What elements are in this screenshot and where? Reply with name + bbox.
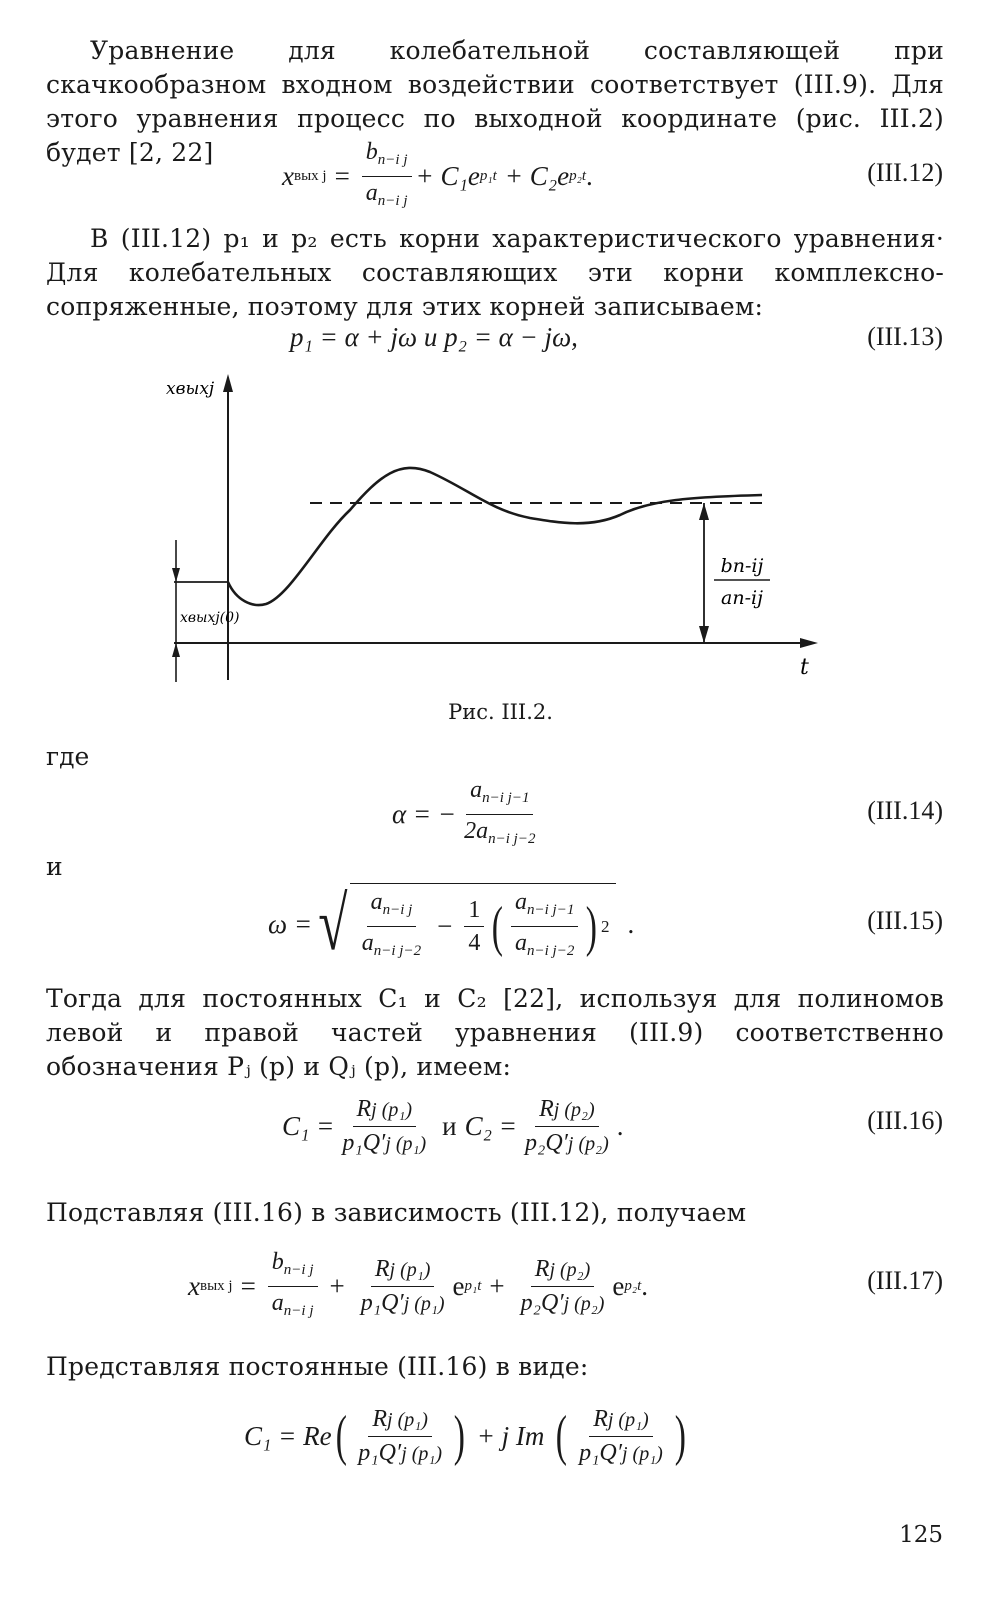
eq15-period: .	[627, 908, 635, 939]
eq15-num1-sub: n−i j	[382, 902, 413, 918]
equation-III-17	[0, 1248, 1001, 1324]
equation-III-16	[0, 1088, 1001, 1164]
right-paren: )	[674, 1405, 686, 1467]
eq17-num: b	[271, 1248, 284, 1275]
eq17-n2-rest: j (p₂)	[549, 1258, 591, 1281]
equation-number: (III.17)	[867, 1266, 943, 1295]
eq16-d1: p₁Q′	[342, 1129, 386, 1156]
eq12-den-sub: n−i j	[377, 192, 408, 209]
initial-dim-arrow-top	[172, 568, 180, 582]
left-paren: (	[556, 1405, 568, 1467]
y-axis-label: xвыхj	[166, 379, 215, 399]
eq16-n1-rest: j (p₁)	[371, 1098, 413, 1121]
equation-III-12	[0, 140, 1001, 212]
eq15-den1-sub: n−i j−2	[373, 943, 422, 959]
eq12-period: .	[586, 160, 593, 191]
eq12-lhs-sub: вых j	[293, 167, 327, 184]
y-axis-arrow	[223, 374, 233, 392]
eq17-e2-exp: p₂t	[624, 1277, 642, 1294]
eq17-plus1: +	[329, 1270, 345, 1301]
eq12-term2: + C₂e	[504, 160, 570, 191]
eq14-num-sub: n−i j−1	[482, 789, 530, 806]
x-axis-label: t	[800, 655, 809, 680]
eq17-d1: p₁Q′	[360, 1289, 404, 1316]
eq12-term1: + C₁e	[415, 160, 480, 191]
eq16-fraction-2	[521, 1095, 613, 1158]
eq12-term1-exp: p₁t	[479, 167, 497, 184]
eq14-den-sub: n−i j−2	[488, 830, 536, 847]
eq17-n1-rest: j (p₁)	[389, 1258, 431, 1281]
eq18-d2-rest: j (p₁)	[622, 1442, 663, 1465]
eq15-num2: a	[515, 889, 527, 915]
eq17-n1: R	[374, 1255, 390, 1282]
eq14-den: 2a	[464, 817, 489, 844]
eq17-period: .	[641, 1270, 649, 1301]
eq12-lhs: x	[282, 160, 294, 191]
eq15-quarter	[464, 896, 484, 957]
eq12-num: b	[365, 138, 378, 165]
paragraph-roots: В (III.12) p₁ и p₂ есть корни характеристического уравнения· Для колебательных составляющих эти корни комплексно-сопряженные, поэтому для этих корней записываем:	[46, 224, 944, 321]
left-paren: (	[492, 895, 504, 958]
eq16-d1-rest: j (p₁)	[385, 1132, 427, 1155]
eq12-term2-exp: p₂t	[569, 167, 587, 184]
steady-value-numerator: bn-ij	[720, 555, 764, 577]
equation-number: (III.13)	[867, 322, 943, 351]
figure-transient-response	[0, 360, 1001, 700]
eq18-n2: R	[593, 1405, 608, 1432]
eq17-e1-exp: p₁t	[464, 1277, 482, 1294]
eq15-den2-sub: n−i j−2	[527, 943, 575, 959]
eq17-fraction-1	[357, 1255, 449, 1318]
eq16-c1: C₁ =	[282, 1110, 335, 1141]
equation-III-14	[0, 776, 1001, 848]
eq18-d2: p₁Q′	[579, 1439, 622, 1466]
equation-number: (III.15)	[867, 906, 943, 935]
eq17-fraction-2	[517, 1255, 609, 1318]
eq14-fraction	[460, 776, 539, 853]
sqrt-symbol: √	[318, 882, 348, 966]
paragraph-intro: Уравнение для колебательной составляющей при скачкообразном входном воздействии соответствует (III.9). Для этого уравнения процесс по выходной координате (рис. III.2) будет [2, 22]	[46, 36, 944, 167]
page-number: 125	[899, 1522, 943, 1548]
eq18-lhs: C₁ = Re	[244, 1420, 332, 1451]
x-axis-arrow	[800, 638, 818, 648]
eq17-d2-rest: j (p₂)	[563, 1292, 605, 1315]
initial-dim-arrow-bottom	[172, 643, 180, 657]
eq17-equals: =	[240, 1270, 256, 1301]
equation-c1-complex	[0, 1396, 1001, 1476]
eq12-equals: =	[334, 160, 350, 191]
word-and: и	[46, 852, 63, 881]
eq18-fraction-1	[354, 1405, 446, 1468]
eq17-e2: e	[612, 1270, 625, 1301]
right-paren: )	[453, 1405, 465, 1467]
equation-number: (III.14)	[867, 796, 943, 825]
equation-number: (III.16)	[867, 1106, 943, 1135]
eq12-num-sub: n−i j	[377, 151, 408, 168]
eq18-d1-rest: j (p₁)	[401, 1442, 443, 1465]
eq16-d2-rest: j (p₂)	[567, 1132, 609, 1155]
eq15-den2: a	[515, 930, 527, 956]
eq18-n1-rest: j (p₁)	[387, 1408, 428, 1431]
eq15-den1: a	[361, 930, 374, 956]
eq16-n2-rest: j (p₂)	[553, 1098, 595, 1121]
eq16-d2: p₂Q′	[524, 1129, 568, 1156]
word-where: где	[46, 742, 90, 771]
eq15-quarter-num: 1	[464, 896, 484, 927]
eq18-d1: p₁Q′	[358, 1439, 402, 1466]
response-curve	[228, 468, 762, 605]
right-paren: )	[586, 895, 598, 958]
eq12-fraction	[362, 138, 412, 215]
eq17-fraction-0	[268, 1248, 318, 1325]
equation-number: (III.12)	[867, 158, 943, 187]
eq15-num2-sub: n−i j−1	[527, 902, 575, 918]
eq14-lhs: α = −	[392, 798, 457, 829]
eq17-d2: p₂Q′	[520, 1289, 564, 1316]
eq15-minus: −	[437, 911, 453, 941]
eq15-fraction-2	[511, 888, 578, 965]
eq18-mid: + j Im	[476, 1420, 545, 1451]
eq14-num: a	[470, 776, 483, 803]
eq17-lhs-sub: вых j	[199, 1277, 233, 1294]
eq17-plus2: +	[489, 1270, 505, 1301]
eq17-n2: R	[534, 1255, 550, 1282]
eq18-fraction-2	[575, 1405, 667, 1468]
figure-caption: Рис. III.2.	[448, 700, 553, 724]
eq15-quarter-den: 4	[468, 930, 481, 956]
eq16-fraction-1	[338, 1095, 430, 1158]
eq15-lhs: ω =	[268, 908, 313, 939]
equation-III-15	[0, 884, 1001, 964]
left-paren: (	[335, 1405, 347, 1467]
paragraph-constants: Тогда для постоянных C₁ и C₂ [22], используя для полиномов левой и правой частей уравнения (III.9) соответственно обозначения Pⱼ (p) и Qⱼ (p), имеем:	[46, 984, 944, 1081]
eq15-power: 2	[601, 916, 610, 936]
eq15-radicand	[350, 883, 616, 965]
eq16-and: и	[442, 1110, 457, 1141]
eq13-expression: p₁ = α + jω и p₂ = α − jω,	[290, 322, 578, 352]
eq16-n2: R	[539, 1095, 554, 1122]
eq17-lhs: x	[188, 1270, 200, 1301]
steady-dim-arrow-bottom	[699, 626, 709, 643]
eq12-den: a	[365, 179, 378, 206]
paragraph-substitute: Подставляя (III.16) в зависимость (III.12), получаем	[46, 1198, 747, 1227]
eq17-den: a	[271, 1289, 284, 1316]
equation-III-13	[0, 322, 1001, 358]
eq15-fraction-1	[358, 888, 425, 965]
eq15-num1: a	[370, 889, 383, 915]
eq16-period: .	[616, 1110, 624, 1141]
eq17-num-sub: n−i j	[283, 1261, 314, 1278]
initial-value-label: xвыхj(0)	[180, 610, 240, 626]
eq18-n2-rest: j (p₁)	[607, 1408, 649, 1431]
steady-dim-arrow-top	[699, 503, 709, 520]
eq18-n1: R	[372, 1405, 388, 1432]
eq17-e1: e	[452, 1270, 465, 1301]
paragraph-represent: Представляя постоянные (III.16) в виде:	[46, 1352, 589, 1381]
eq16-n1: R	[356, 1095, 372, 1122]
eq17-d1-rest: j (p₁)	[403, 1292, 445, 1315]
eq17-den-sub: n−i j	[283, 1302, 314, 1319]
steady-value-denominator: an-ij	[721, 587, 763, 609]
eq16-c2: C₂ =	[464, 1110, 517, 1141]
